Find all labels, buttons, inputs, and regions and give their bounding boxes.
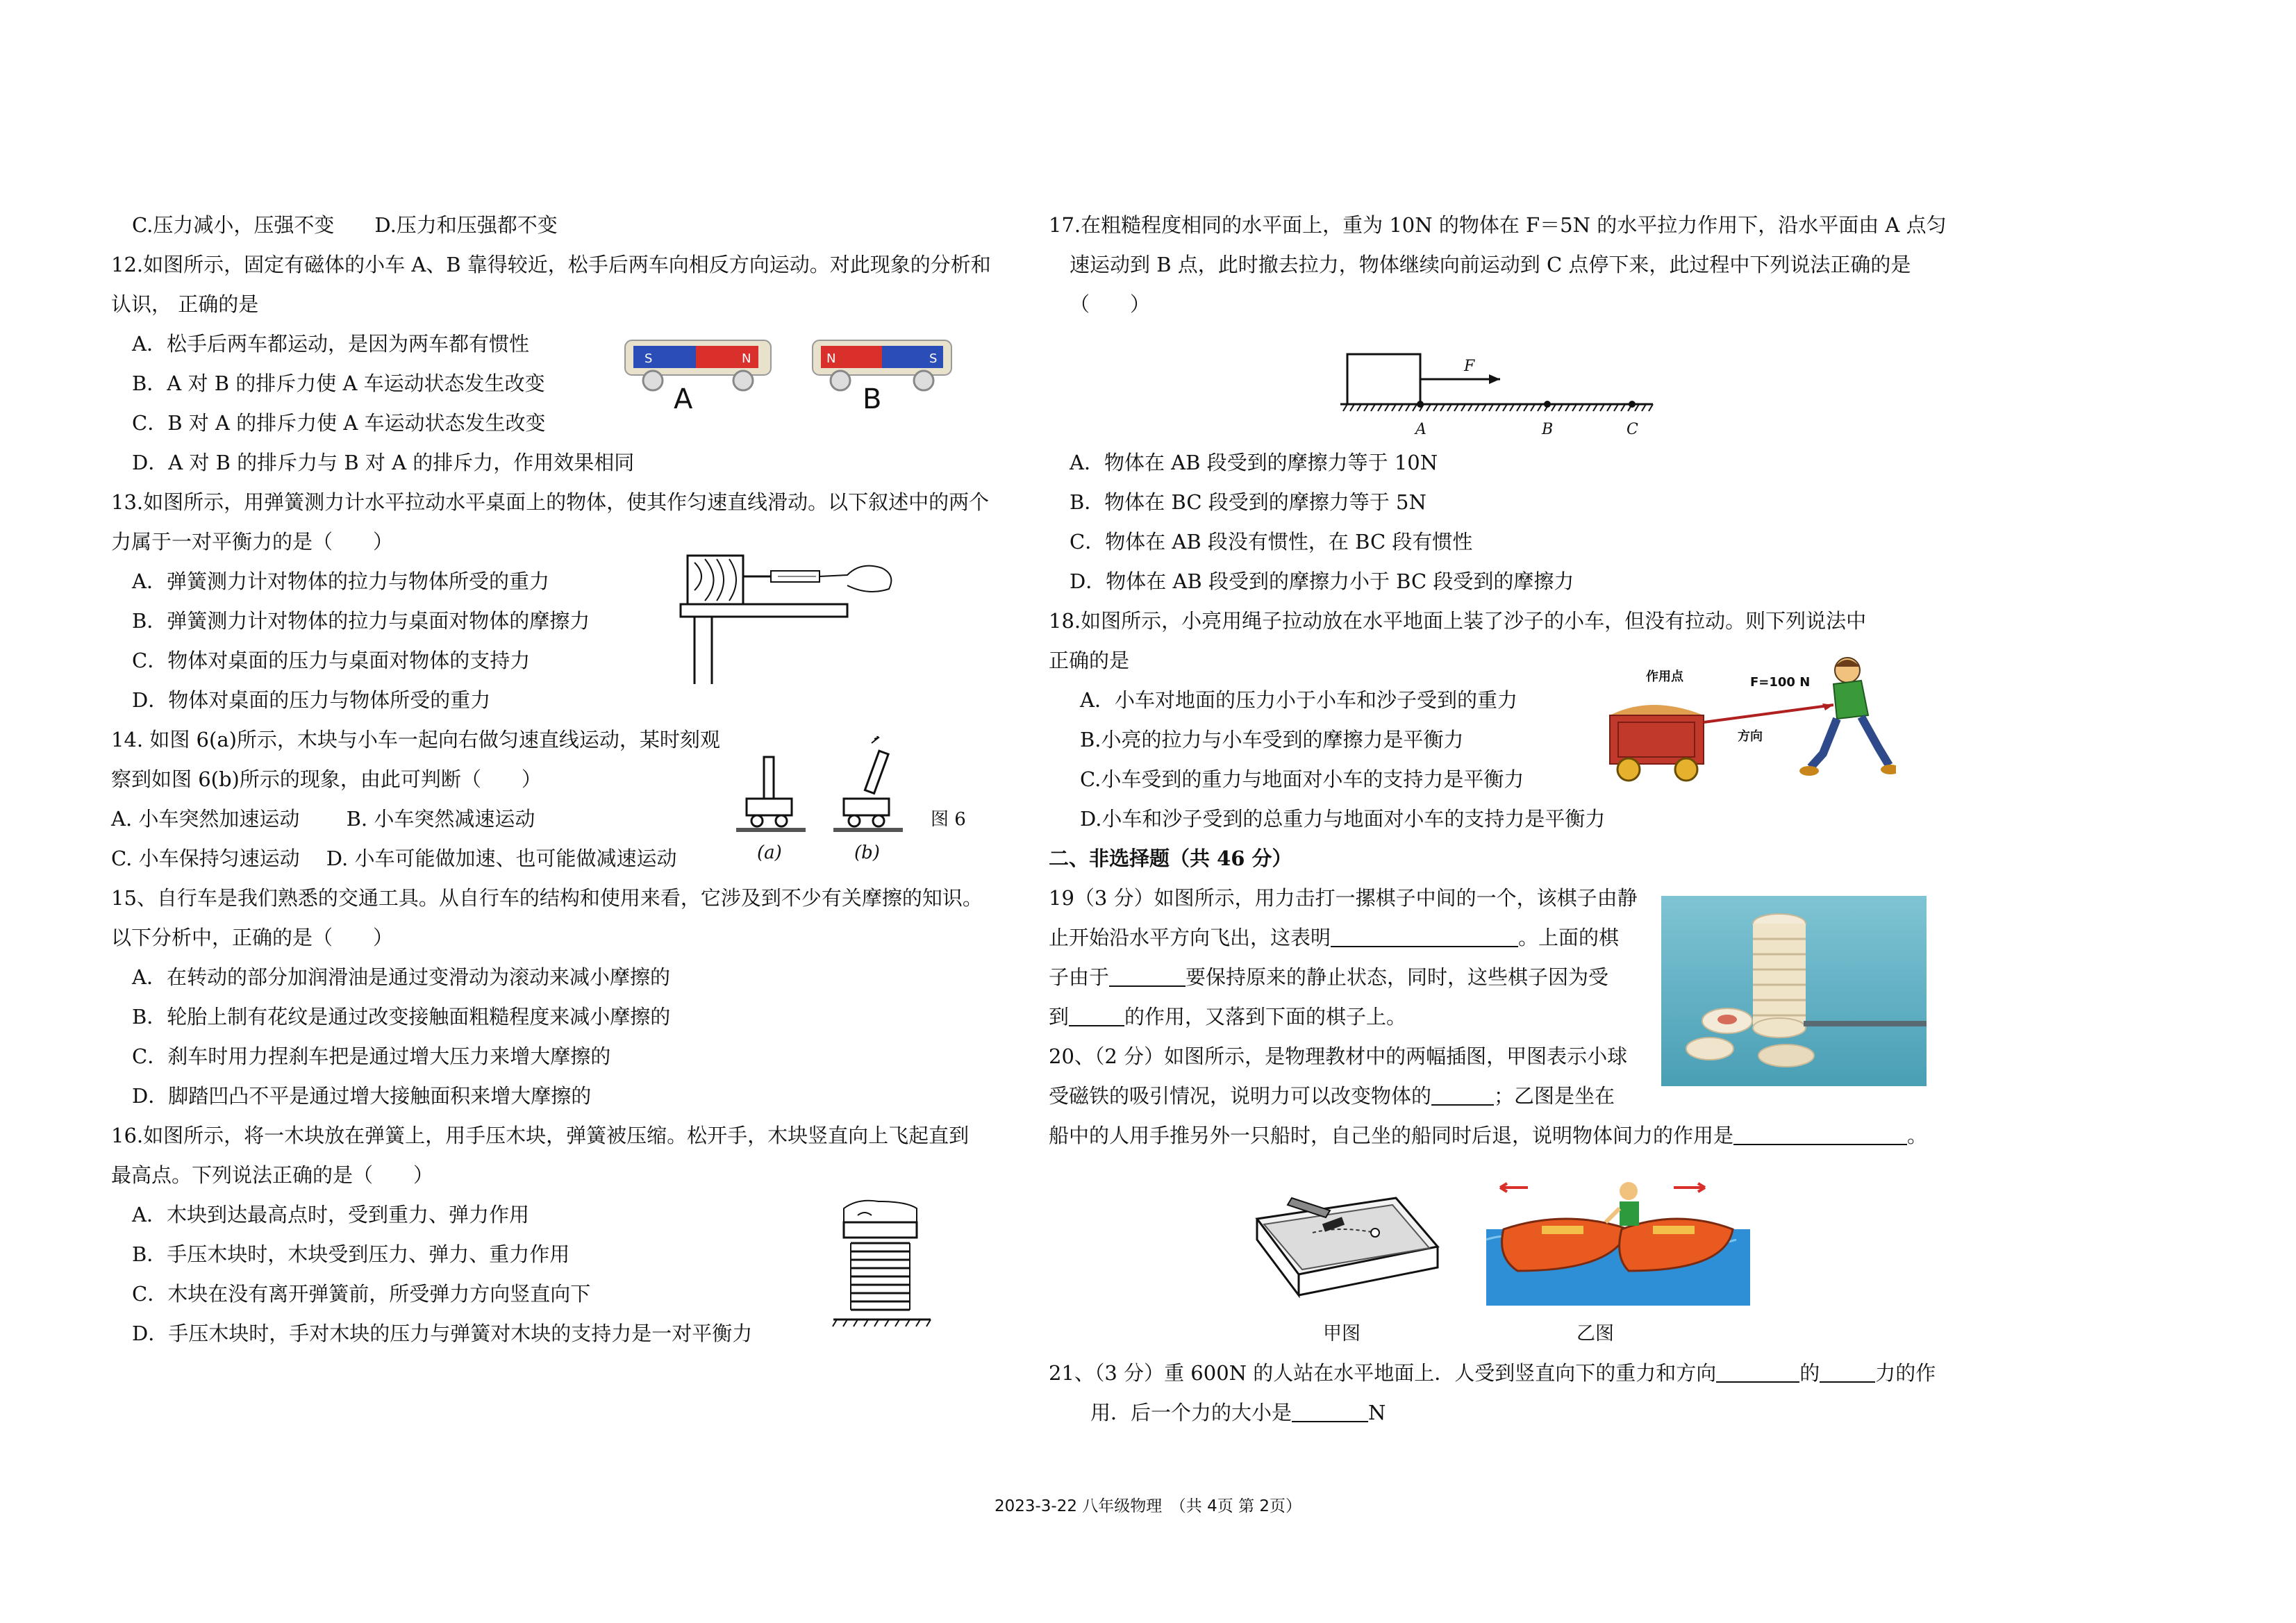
q12-option-b: B．A 对 B 的排斥力使 A 车运动状态发生改变	[132, 372, 545, 395]
q20-line3-text-a: 船中的人用手推另外一只船时，自己坐的船同时后退，说明物体间力的作用是	[1049, 1124, 1734, 1147]
q18-option-d: D.小车和沙子受到的总重力与地面对小车的支持力是平衡力	[1080, 807, 1606, 831]
q14-stem-line2: 察到如图 6(b)所示的现象，由此可判断（ ）	[111, 767, 542, 791]
q17-block-surface-figure	[1340, 347, 1660, 444]
q21-line2	[1049, 1393, 1938, 1433]
q21-line1	[1049, 1354, 1938, 1393]
q17-option-a: A．物体在 AB 段受到的摩擦力等于 10N	[1070, 451, 1438, 474]
q15-option-d: D．脚踏凹凸不平是通过增大接触面积来增大摩擦的	[132, 1084, 592, 1108]
q12-magnet-carts-figure	[618, 326, 993, 417]
section-2-heading: 二、非选择题（共 46 分）	[1049, 847, 1292, 870]
q20-line1: 20、（2 分）如图所示，是物理教材中的两幅插图，甲图表示小球	[1049, 1044, 1628, 1068]
q18-stem-line2: 正确的是	[1049, 649, 1130, 672]
fig6-a-label: (a)	[757, 842, 782, 863]
q13-stem-line2: 力属于一对平衡力的是（ ）	[111, 530, 394, 554]
q20-line2-text-b: ；乙图是坐在	[1494, 1084, 1615, 1108]
q12-stem-line1: 12.如图所示，固定有磁体的小车 A、B 靠得较近，松手后两车向相反方向运动。对此现象的分析和	[111, 253, 991, 276]
q18-option-a: A．小车对地面的压力小于小车和沙子受到的重力	[1080, 688, 1517, 712]
q19-line1: 19（3 分）如图所示，用力击打一摞棋子中间的一个，该棋子由静	[1049, 886, 1638, 910]
q17-option-c: C．物体在 AB 段没有惯性，在 BC 段有惯性	[1070, 530, 1473, 554]
boy	[1799, 658, 1896, 776]
q12-stem-line2: 认识， 正确的是	[111, 292, 259, 316]
q20-line3	[1049, 1116, 1938, 1156]
q17-stem-line2: 速运动到 B 点，此时撤去拉力，物体继续向前运动到 C 点停下来，此过程中下列说法正确的是	[1070, 253, 1911, 276]
q21-blank-3[interactable]	[1292, 1400, 1368, 1422]
q14-stem-line1: 14. 如图 6(a)所示，木块与小车一起向右做匀速直线运动，某时刻观	[111, 728, 720, 751]
q12-option-a: A．松手后两车都运动，是因为两车都有惯性	[132, 332, 529, 356]
q20-blank-1[interactable]	[1431, 1083, 1494, 1106]
q13-option-b: B．弹簧测力计对物体的拉力与桌面对物体的摩擦力	[132, 609, 590, 633]
q20-caption-yi: 乙图	[1577, 1323, 1614, 1345]
q19-blank-1[interactable]	[1331, 925, 1518, 947]
q18-pull-cart-figure	[1604, 653, 1896, 792]
cart-b-pole-s: S	[929, 351, 938, 366]
q11-options-cd: C.压力减小，压强不变 D.压力和压强都不变	[132, 213, 558, 237]
fig6-caption: 图 6	[931, 809, 966, 830]
q13-option-c: C．物体对桌面的压力与桌面对物体的支持力	[132, 649, 531, 672]
q21-blank-1[interactable]	[1716, 1360, 1799, 1383]
chess-stack	[1753, 914, 1806, 1038]
q12-option-d: D．A 对 B 的排斥力与 B 对 A 的排斥力，作用效果相同	[132, 451, 635, 474]
q20-boats-figure	[1486, 1174, 1750, 1306]
q19-line3-text-b: 要保持原来的静止状态，同时，这些棋子因为受	[1186, 965, 1609, 989]
cart-a-pole-s: S	[644, 351, 653, 366]
cart-a-label: A	[674, 383, 693, 415]
point-a-label: A	[1415, 421, 1426, 438]
q19-line4-text-a: 到	[1049, 1005, 1070, 1029]
q19-blank-2[interactable]	[1109, 965, 1186, 987]
q12-option-c: C．B 对 A 的排斥力使 A 车运动状态发生改变	[132, 411, 546, 435]
q21-blank-2[interactable]	[1820, 1360, 1875, 1383]
label-direction: 方向	[1738, 729, 1763, 744]
page-footer: 2023-3-22 八年级物理 （共 4页 第 2页）	[994, 1497, 1302, 1515]
q16-stem-line2: 最高点。下列说法正确的是（ ）	[111, 1163, 434, 1187]
q20-line2-text-a: 受磁铁的吸引情况，说明力可以改变物体的	[1049, 1084, 1432, 1108]
q17-option-b: B．物体在 BC 段受到的摩擦力等于 5N	[1070, 490, 1426, 514]
q15-option-c: C．刹车时用力捏刹车把是通过增大压力来增大摩擦的	[132, 1044, 611, 1068]
q13-stem-line1: 13.如图所示，用弹簧测力计水平拉动水平桌面上的物体，使其作匀速直线滑动。以下叙述中的两个	[111, 490, 990, 514]
q19-line4-text-b: 的作用，又落到下面的棋子上。	[1124, 1005, 1407, 1029]
q16-option-a: A．木块到达最高点时，受到重力、弹力作用	[132, 1203, 529, 1226]
q15-stem-line1: 15、自行车是我们熟悉的交通工具。从自行车的结构和使用来看，它涉及到不少有关摩擦的知识。	[111, 886, 983, 910]
q16-stem-line1: 16.如图所示，将一木块放在弹簧上，用手压木块，弹簧被压缩。松开手，木块竖直向上飞起直到	[111, 1124, 970, 1147]
q14-options-ab: A. 小车突然加速运动 B. 小车突然减速运动	[111, 807, 535, 831]
q18-option-c: C.小车受到的重力与地面对小车的支持力是平衡力	[1080, 767, 1524, 791]
q17-stem-line3: （ ）	[1070, 292, 1151, 316]
q21-line1-text-c: 力的作	[1875, 1361, 1936, 1385]
label-force: F=100 N	[1750, 675, 1811, 690]
q18-stem-line1: 18.如图所示，小亮用绳子拉动放在水平地面上装了沙子的小车，但没有拉动。则下列说法中	[1049, 609, 1867, 633]
q20-magnet-ball-figure	[1243, 1170, 1445, 1306]
q21-line2-text-a: 用．后一个力的大小是	[1090, 1401, 1292, 1424]
q17-option-d: D．物体在 AB 段受到的摩擦力小于 BC 段受到的摩擦力	[1070, 569, 1574, 593]
fig6-b	[833, 736, 903, 863]
q16-spring-figure	[830, 1195, 934, 1333]
cart-a-pole-n: N	[742, 351, 751, 366]
q19-line2-text-a: 止开始沿水平方向飞出，这表明	[1049, 926, 1331, 949]
q15-stem-line2: 以下分析中，正确的是（ ）	[111, 926, 394, 949]
force-label-f: F	[1464, 358, 1475, 375]
cart-b	[813, 340, 951, 415]
q21-line1-text-b: 的	[1799, 1361, 1820, 1385]
q20-line3-text-b: 。	[1907, 1124, 1928, 1147]
q17-stem-line1: 17.在粗糙程度相同的水平面上，重为 10N 的物体在 F＝5N 的水平拉力作用下，沿水平面由 A 点匀	[1049, 213, 1947, 237]
q16-option-b: B．手压木块时，木块受到压力、弹力、重力作用	[132, 1242, 570, 1266]
q19-blank-3[interactable]	[1069, 1004, 1124, 1026]
q21-line2-text-b: N	[1368, 1401, 1386, 1424]
cart-a	[625, 340, 771, 415]
point-c-label: C	[1627, 421, 1638, 438]
cart-b-label: B	[863, 383, 882, 415]
q20-caption-jia: 甲图	[1323, 1323, 1361, 1345]
q16-option-c: C．木块在没有离开弹簧前，所受弹力方向竖直向下	[132, 1282, 591, 1306]
q13-option-d: D．物体对桌面的压力与物体所受的重力	[132, 688, 491, 712]
label-action-point: 作用点	[1646, 669, 1683, 684]
q15-option-a: A．在转动的部分加润滑油是通过变滑动为滚动来减小摩擦的	[132, 965, 670, 989]
cart-b-pole-n: N	[826, 351, 836, 366]
q19-line2-text-b: 。上面的棋	[1518, 926, 1620, 949]
q14-options-cd: C. 小车保持匀速运动 D. 小车可能做加速、也可能做减速运动	[111, 847, 677, 870]
q19-line3-text-a: 子由于	[1049, 965, 1110, 989]
q19-chess-pieces-photo	[1661, 896, 1927, 1086]
q15-option-b: B．轮胎上制有花纹是通过改变接触面粗糙程度来减小摩擦的	[132, 1005, 671, 1029]
q16-option-d: D．手压木块时，手对木块的压力与弹簧对木块的支持力是一对平衡力	[132, 1322, 753, 1345]
fig6-a	[736, 757, 806, 863]
point-b-label: B	[1542, 421, 1554, 438]
q13-option-a: A．弹簧测力计对物体的拉力与物体所受的重力	[132, 569, 549, 593]
q21-line1-text-a: 21、（3 分）重 600N 的人站在水平地面上．人受到竖直向下的重力和方向	[1049, 1361, 1717, 1385]
q13-spring-scale-figure	[674, 549, 896, 688]
q18-option-b: B.小亮的拉力与小车受到的摩擦力是平衡力	[1080, 728, 1464, 751]
q20-blank-2[interactable]	[1733, 1123, 1907, 1145]
q14-block-cart-figure	[729, 736, 979, 868]
fig6-b-label: (b)	[854, 842, 880, 863]
